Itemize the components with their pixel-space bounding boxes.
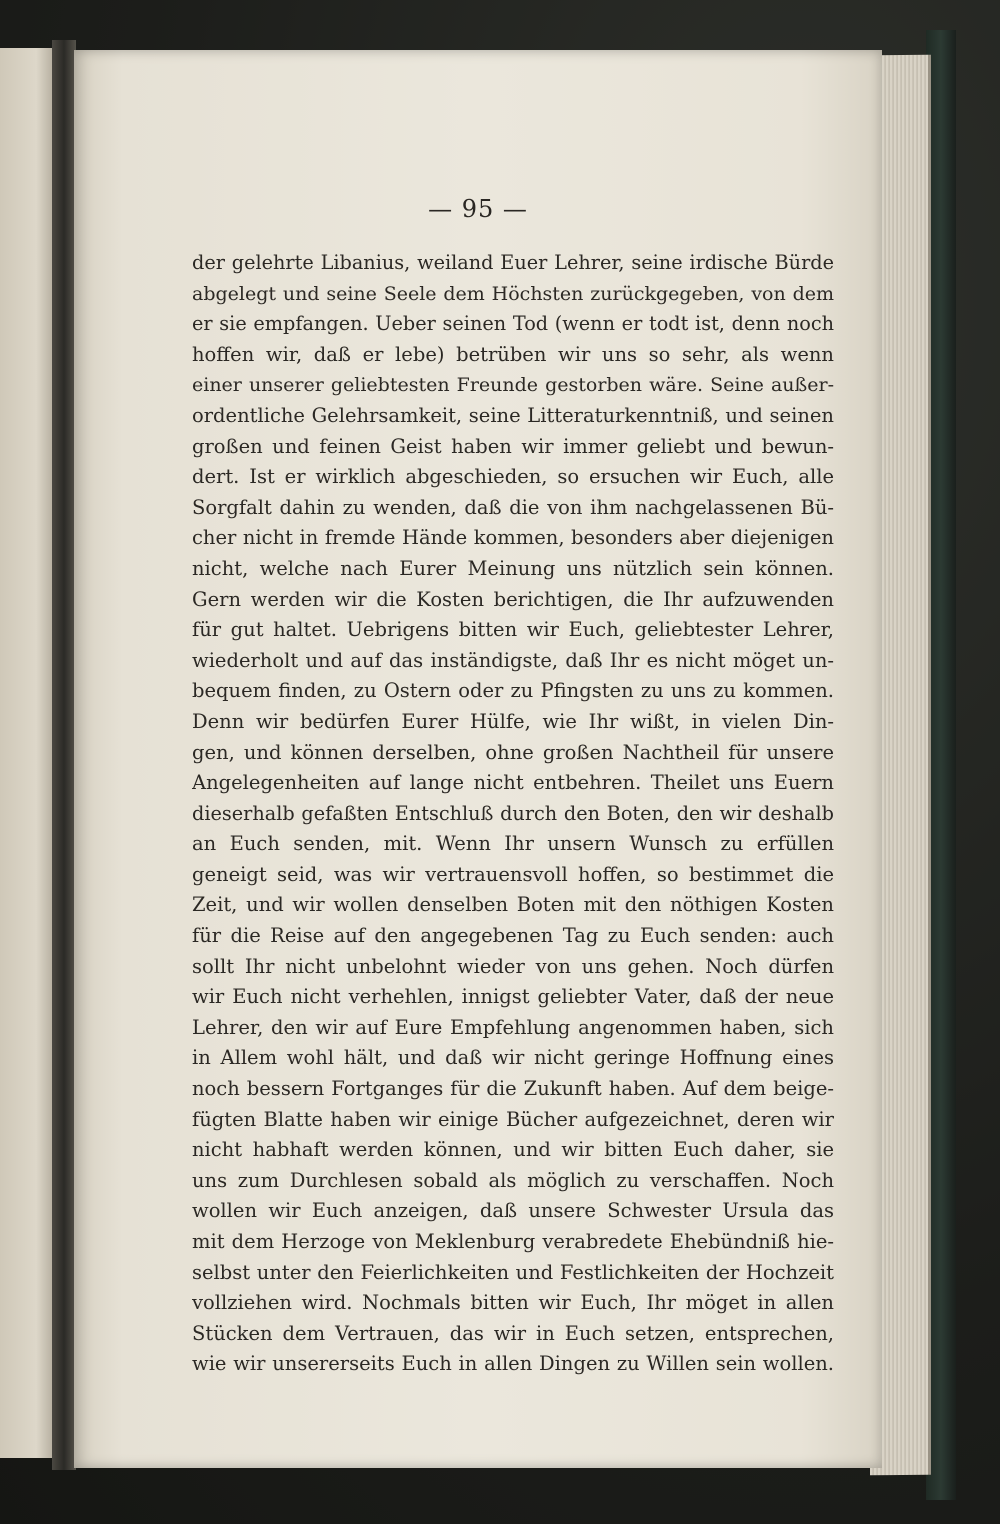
body-text: [192, 248, 834, 1380]
book-gutter: [52, 40, 76, 1470]
text-line: vollziehen wird. Nochmals bitten wir Euch, Ihr möget in allen: [192, 1291, 834, 1315]
left-page-edge: [0, 48, 54, 1458]
text-line: fügten Blatte haben wir einige Bücher aufgezeichnet, deren wir: [192, 1107, 834, 1131]
text-line: geneigt seid, was wir vertrauensvoll hoffen, so bestimmet die: [192, 862, 834, 886]
book-page: [74, 50, 882, 1468]
text-line: selbst unter den Feierlichkeiten und Festlichkeiten der Hochzeit: [192, 1260, 834, 1284]
text-line: Sorgfalt dahin zu wenden, daß die von ihm nachgelassenen Bü-: [192, 495, 834, 519]
text-line: Stücken dem Vertrauen, das wir in Euch setzen, entsprechen,: [192, 1321, 834, 1345]
text-line: mit dem Herzoge von Meklenburg verabredete Ehebündniß hie-: [192, 1230, 834, 1253]
text-line: cher nicht in fremde Hände kommen, besonders aber diejenigen: [192, 526, 834, 550]
text-line: dert. Ist er wirklich abgeschieden, so ersuchen wir Euch, alle: [192, 465, 834, 489]
text-line: wir Euch nicht verhehlen, innigst geliebter Vater, daß der neue: [192, 985, 834, 1009]
text-line: wollen wir Euch anzeigen, daß unsere Schwester Ursula das: [192, 1199, 834, 1223]
text-line: wie wir unsererseits Euch in allen Dingen zu Willen sein wollen.: [192, 1352, 834, 1376]
text-line: in Allem wohl hält, und daß wir nicht geringe Hoffnung eines: [192, 1046, 834, 1070]
text-line: noch bessern Fortganges für die Zukunft haben. Auf dem beige-: [192, 1077, 834, 1101]
text-line: Denn wir bedürfen Eurer Hülfe, wie Ihr wißt, in vielen Din-: [192, 709, 834, 733]
text-line: uns zum Durchlesen sobald als möglich zu verschaffen. Noch: [192, 1168, 834, 1192]
text-line: ordentliche Gelehrsamkeit, seine Litteraturkenntniß, und seinen: [192, 403, 834, 427]
text-line: nicht habhaft werden können, und wir bitten Euch daher, sie: [192, 1138, 834, 1162]
text-line: Lehrer, den wir auf Eure Empfehlung angenommen haben, sich: [192, 1015, 834, 1039]
text-line: er sie empfangen. Ueber seinen Tod (wenn er todt ist, denn noch: [192, 312, 834, 336]
text-line: einer unserer geliebtesten Freunde gestorben wäre. Seine außer-: [192, 374, 834, 397]
text-line: für gut haltet. Uebrigens bitten wir Euch, geliebtester Lehrer,: [192, 618, 834, 642]
text-line: an Euch senden, mit. Wenn Ihr unsern Wunsch zu erfüllen: [192, 832, 834, 856]
text-line: hoffen wir, daß er lebe) betrüben wir uns so sehr, als wenn: [192, 342, 834, 366]
text-line: großen und feinen Geist haben wir immer geliebt und bewun-: [192, 434, 834, 458]
text-line: der gelehrte Libanius, weiland Euer Lehrer, seine irdische Bürde: [192, 251, 834, 274]
page-number: — 95 —: [428, 195, 528, 223]
text-line: Zeit, und wir wollen denselben Boten mit den nöthigen Kosten: [192, 893, 834, 917]
text-line: dieserhalb gefaßten Entschluß durch den Boten, den wir deshalb: [192, 801, 834, 825]
text-line: Gern werden wir die Kosten berichtigen, die Ihr aufzuwenden: [192, 587, 834, 611]
text-line: gen, und können derselben, ohne großen Nachtheil für unsere: [192, 740, 834, 764]
text-line: bequem finden, zu Ostern oder zu Pfingsten zu uns zu kommen.: [192, 679, 834, 703]
text-line: abgelegt und seine Seele dem Höchsten zurückgegeben, von dem: [192, 282, 834, 305]
text-line: für die Reise auf den angegebenen Tag zu Euch senden: auch: [192, 924, 834, 948]
text-line: wiederholt und auf das inständigste, daß Ihr es nicht möget un-: [192, 648, 834, 672]
text-line: Angelegenheiten auf lange nicht entbehren. Theilet uns Euern: [192, 771, 834, 795]
text-line: nicht, welche nach Eurer Meinung uns nützlich sein können.: [192, 556, 834, 580]
text-line: sollt Ihr nicht unbelohnt wieder von uns gehen. Noch dürfen: [192, 954, 834, 978]
